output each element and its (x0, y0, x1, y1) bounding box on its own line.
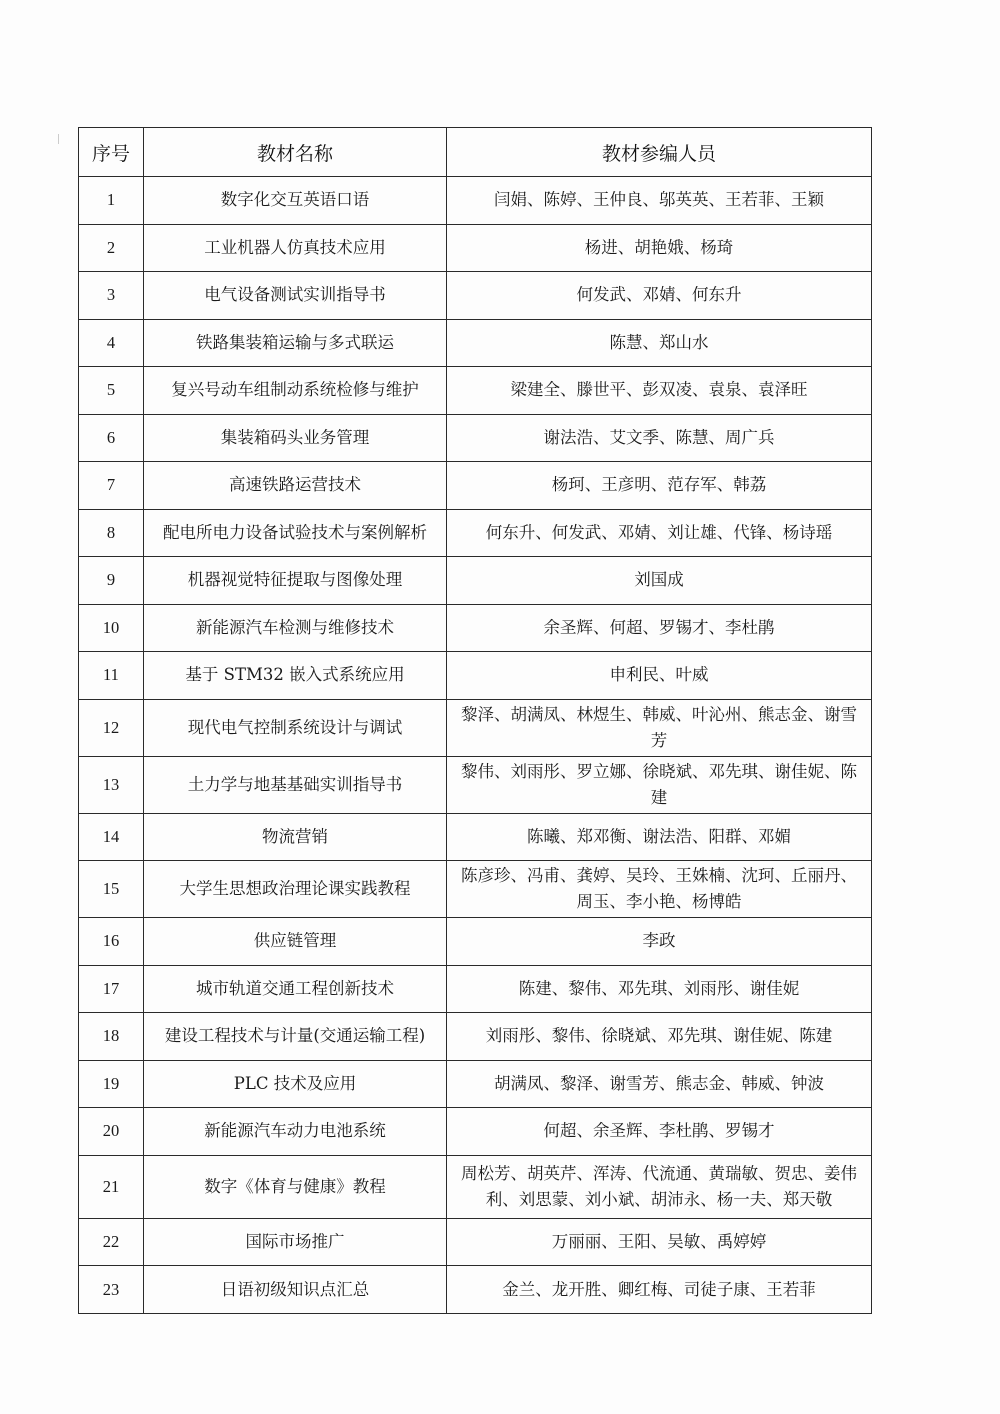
row-authors: 刘雨彤、黎伟、徐晓斌、邓先琪、谢佳妮、陈建 (447, 1013, 872, 1061)
row-no: 11 (79, 652, 144, 700)
row-authors: 黎伟、刘雨彤、罗立娜、徐晓斌、邓先琪、谢佳妮、陈建 (447, 756, 872, 813)
row-title: 高速铁路运营技术 (144, 462, 447, 510)
row-no: 12 (79, 699, 144, 756)
row-authors: 申利民、叶威 (447, 652, 872, 700)
table-row (79, 414, 872, 462)
row-authors: 杨进、胡艳娥、杨琦 (447, 224, 872, 272)
row-no: 15 (79, 861, 144, 918)
row-no: 13 (79, 756, 144, 813)
row-no: 3 (79, 272, 144, 320)
row-no: 18 (79, 1013, 144, 1061)
row-title: PLC 技术及应用 (144, 1060, 447, 1108)
row-title: 国际市场推广 (144, 1218, 447, 1266)
table-row (79, 557, 872, 605)
row-title: 大学生思想政治理论课实践教程 (144, 861, 447, 918)
row-authors: 黎泽、胡满凤、林煜生、韩威、叶沁州、熊志金、谢雪芳 (447, 699, 872, 756)
scan-mark (58, 134, 59, 144)
row-authors: 胡满凤、黎泽、谢雪芳、熊志金、韩威、钟波 (447, 1060, 872, 1108)
row-authors: 杨珂、王彦明、范存军、韩荔 (447, 462, 872, 510)
table-row (79, 965, 872, 1013)
row-authors: 万丽丽、王阳、吴敏、禹婷婷 (447, 1218, 872, 1266)
row-authors: 陈彦珍、冯甫、龚婷、吴玲、王姝楠、沈珂、丘丽丹、周玉、李小艳、杨博皓 (447, 861, 872, 918)
table-row (79, 1266, 872, 1314)
row-title: 日语初级知识点汇总 (144, 1266, 447, 1314)
row-no: 23 (79, 1266, 144, 1314)
table-row (79, 756, 872, 813)
row-title: 新能源汽车动力电池系统 (144, 1108, 447, 1156)
table-row (79, 1108, 872, 1156)
row-authors: 刘国成 (447, 557, 872, 605)
textbook-table (78, 127, 872, 1314)
row-authors: 何发武、邓婧、何东升 (447, 272, 872, 320)
row-title: 工业机器人仿真技术应用 (144, 224, 447, 272)
row-authors: 陈慧、郑山水 (447, 319, 872, 367)
row-authors: 何东升、何发武、邓婧、刘让雄、代锋、杨诗瑶 (447, 509, 872, 557)
table-row (79, 1060, 872, 1108)
row-no: 19 (79, 1060, 144, 1108)
row-authors: 闫娟、陈婷、王仲良、邬英英、王若菲、王颖 (447, 177, 872, 225)
table-row (79, 861, 872, 918)
header-title: 教材名称 (144, 128, 447, 177)
table-row (79, 224, 872, 272)
table-header-row (79, 128, 872, 177)
row-no: 5 (79, 367, 144, 415)
row-title: 现代电气控制系统设计与调试 (144, 699, 447, 756)
header-no: 序号 (79, 128, 144, 177)
row-title: 物流营销 (144, 813, 447, 861)
row-no: 22 (79, 1218, 144, 1266)
row-title: 配电所电力设备试验技术与案例解析 (144, 509, 447, 557)
row-authors: 陈建、黎伟、邓先琪、刘雨彤、谢佳妮 (447, 965, 872, 1013)
table-row (79, 699, 872, 756)
row-no: 6 (79, 414, 144, 462)
row-title: 集装箱码头业务管理 (144, 414, 447, 462)
row-title: 数字化交互英语口语 (144, 177, 447, 225)
table-row (79, 1218, 872, 1266)
table-row (79, 509, 872, 557)
row-title: 数字《体育与健康》教程 (144, 1155, 447, 1218)
table-row (79, 604, 872, 652)
row-title: 土力学与地基基础实训指导书 (144, 756, 447, 813)
header-authors: 教材参编人员 (447, 128, 872, 177)
row-no: 8 (79, 509, 144, 557)
table-row (79, 272, 872, 320)
table-row (79, 918, 872, 966)
row-title: 供应链管理 (144, 918, 447, 966)
table-row (79, 813, 872, 861)
row-authors: 陈曦、郑邓衡、谢法浩、阳群、邓媚 (447, 813, 872, 861)
row-no: 10 (79, 604, 144, 652)
table-row (79, 177, 872, 225)
row-title: 建设工程技术与计量(交通运输工程) (144, 1013, 447, 1061)
row-no: 14 (79, 813, 144, 861)
row-title: 机器视觉特征提取与图像处理 (144, 557, 447, 605)
row-title: 城市轨道交通工程创新技术 (144, 965, 447, 1013)
row-authors: 何超、余圣辉、李杜鹃、罗锡才 (447, 1108, 872, 1156)
row-authors: 李政 (447, 918, 872, 966)
row-authors: 谢法浩、艾文季、陈慧、周广兵 (447, 414, 872, 462)
row-no: 21 (79, 1155, 144, 1218)
table-row (79, 1013, 872, 1061)
row-no: 1 (79, 177, 144, 225)
row-title: 新能源汽车检测与维修技术 (144, 604, 447, 652)
row-no: 16 (79, 918, 144, 966)
row-no: 17 (79, 965, 144, 1013)
row-no: 7 (79, 462, 144, 510)
table-row (79, 1155, 872, 1218)
table-row (79, 319, 872, 367)
row-no: 9 (79, 557, 144, 605)
row-title: 电气设备测试实训指导书 (144, 272, 447, 320)
row-no: 20 (79, 1108, 144, 1156)
row-title: 基于 STM32 嵌入式系统应用 (144, 652, 447, 700)
row-authors: 金兰、龙开胜、卿红梅、司徒子康、王若菲 (447, 1266, 872, 1314)
row-no: 2 (79, 224, 144, 272)
row-title: 复兴号动车组制动系统检修与维护 (144, 367, 447, 415)
row-authors: 余圣辉、何超、罗锡才、李杜鹃 (447, 604, 872, 652)
table-row (79, 367, 872, 415)
table-row (79, 652, 872, 700)
row-authors: 周松芳、胡英芹、浑涛、代流通、黄瑞敏、贺忠、姜伟利、刘思蒙、刘小斌、胡沛永、杨一夫、郑天敬 (447, 1155, 872, 1218)
row-no: 4 (79, 319, 144, 367)
row-authors: 梁建全、滕世平、彭双凌、袁泉、袁泽旺 (447, 367, 872, 415)
table-row (79, 462, 872, 510)
row-title: 铁路集装箱运输与多式联运 (144, 319, 447, 367)
